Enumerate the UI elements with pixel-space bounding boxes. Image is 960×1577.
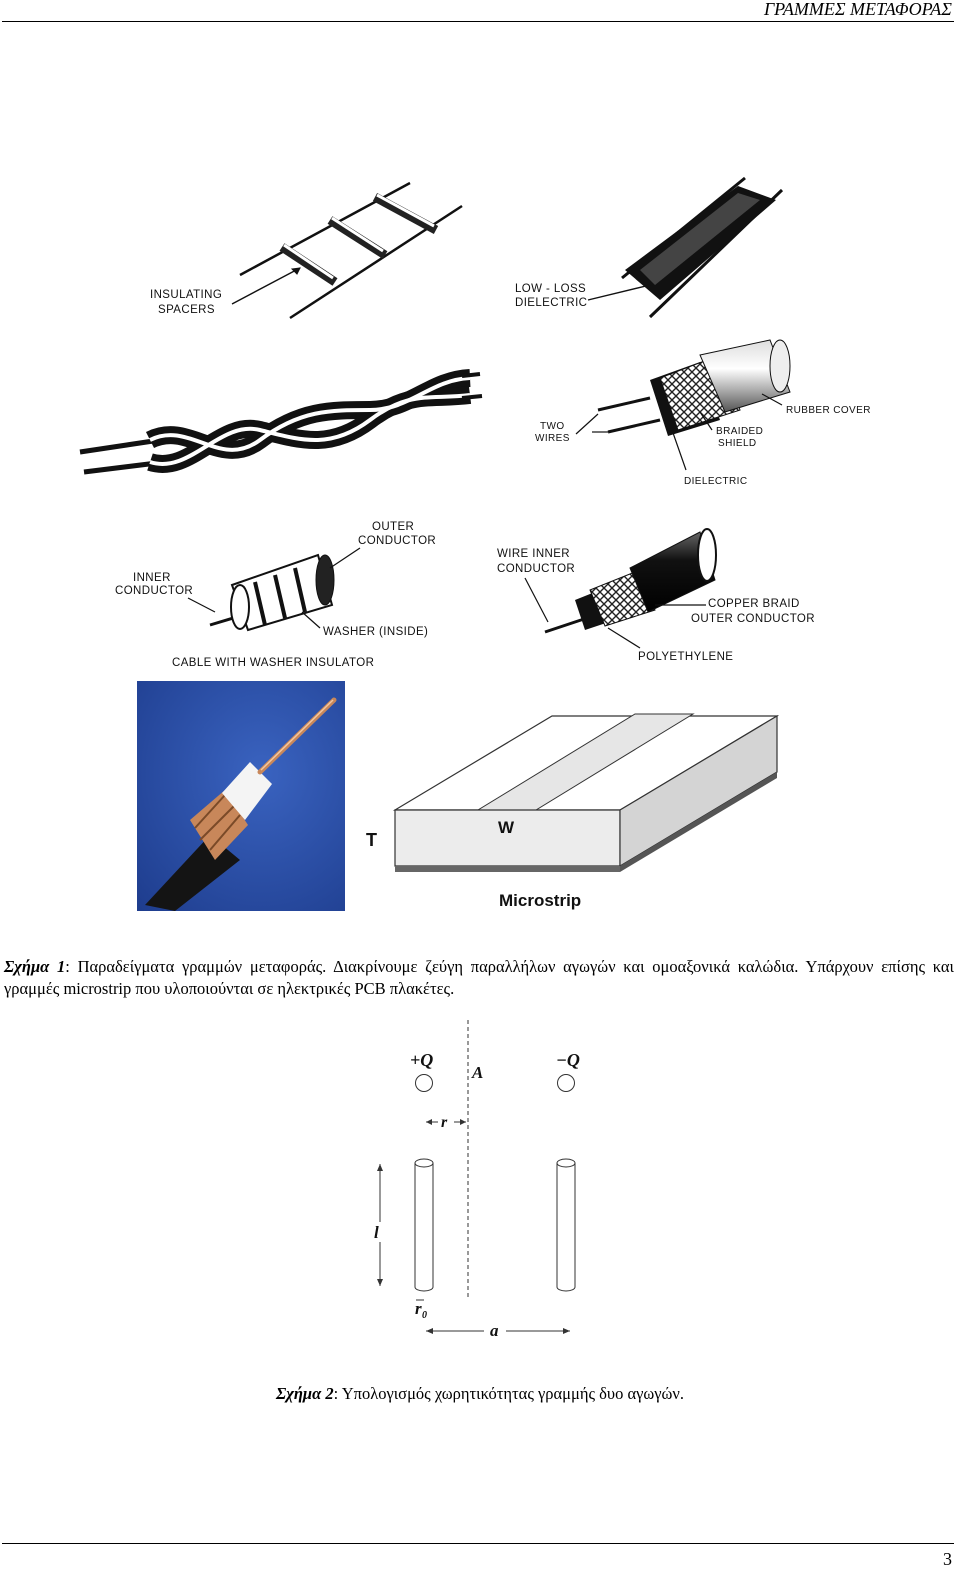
figure-2-caption	[0, 1384, 960, 1404]
figure-2-two-wire-line	[0, 1015, 960, 1355]
caption-1-text: : Παραδείγματα γραμμών μεταφοράς. Διακρίνουμε ζεύγη παραλλήλων αγωγών και ομοαξονικά καλώδια. Υπάρχουν επίσης και γραμμές microstrip που υλοποιούνται σε ηλεκτρικές PCB πλακέτες.	[4, 957, 954, 998]
label-rubber-cover: RUBBER COVER	[786, 405, 871, 416]
label-wires: WIRES	[535, 433, 570, 444]
label-cable-washer: CABLE WITH WASHER INSULATOR	[172, 657, 375, 669]
label-two: TWO	[540, 421, 565, 432]
label-outer-conductor: CONDUCTOR	[358, 535, 437, 547]
label-l: l	[374, 1223, 379, 1242]
label-low-loss-dielectric: DIELECTRIC	[515, 297, 588, 309]
label-wire-inner-conductor: CONDUCTOR	[497, 563, 576, 575]
page-number: 3	[943, 1549, 952, 1569]
caption-1-name: Σχήμα 1	[4, 957, 66, 976]
footer-rule	[2, 1543, 954, 1544]
label-copper-braid: COPPER BRAID	[708, 598, 800, 610]
label-dielectric: DIELECTRIC	[684, 476, 748, 487]
label-inner-conductor: CONDUCTOR	[115, 585, 194, 597]
label-insulating: INSULATING	[150, 289, 223, 301]
microstrip-title: Microstrip	[499, 891, 582, 910]
figure-1-caption	[4, 956, 954, 1000]
coax-cable-photo	[137, 681, 345, 911]
microstrip-drawing	[395, 714, 777, 872]
microstrip-label-w: W	[498, 818, 515, 837]
ladder-line-drawing	[232, 179, 462, 318]
caption-2-text: : Υπολογισμός χωρητικότητας γραμμής δυο αγωγών.	[333, 1384, 684, 1403]
coax-braid-drawing	[525, 529, 716, 648]
label-copper-braid-outer: OUTER CONDUCTOR	[691, 613, 815, 625]
caption-2-name: Σχήμα 2	[275, 1384, 334, 1403]
label-minus-q: −Q	[556, 1050, 580, 1070]
label-r0-sub: 0	[422, 1310, 427, 1321]
twin-lead-drawing	[588, 178, 782, 317]
label-r: r	[441, 1114, 448, 1131]
label-plus-q: +Q	[410, 1050, 434, 1070]
running-header: ΓΡΑΜΜΕΣ ΜΕΤΑΦΟΡΑΣ	[763, 0, 952, 19]
label-braided: BRAIDED	[716, 426, 764, 437]
label-r0: r	[415, 1299, 422, 1318]
washer-cable-drawing	[188, 548, 360, 630]
shielded-pair-drawing	[576, 340, 790, 470]
microstrip-label-t: T	[366, 830, 377, 850]
label-outer: OUTER	[372, 521, 415, 533]
label-a: a	[490, 1321, 499, 1340]
left-conductor	[415, 1159, 433, 1291]
label-shield: SHIELD	[718, 438, 757, 449]
label-wire-inner: WIRE INNER	[497, 548, 570, 560]
label-polyethylene: POLYETHYLENE	[638, 651, 734, 663]
label-low-loss: LOW - LOSS	[515, 283, 587, 295]
twisted-pair-drawing	[80, 374, 482, 472]
label-point-a: A	[472, 1063, 484, 1082]
right-conductor	[557, 1159, 575, 1291]
label-washer: WASHER (INSIDE)	[323, 626, 429, 638]
label-spacers: SPACERS	[158, 304, 215, 316]
label-inner: INNER	[133, 572, 171, 584]
